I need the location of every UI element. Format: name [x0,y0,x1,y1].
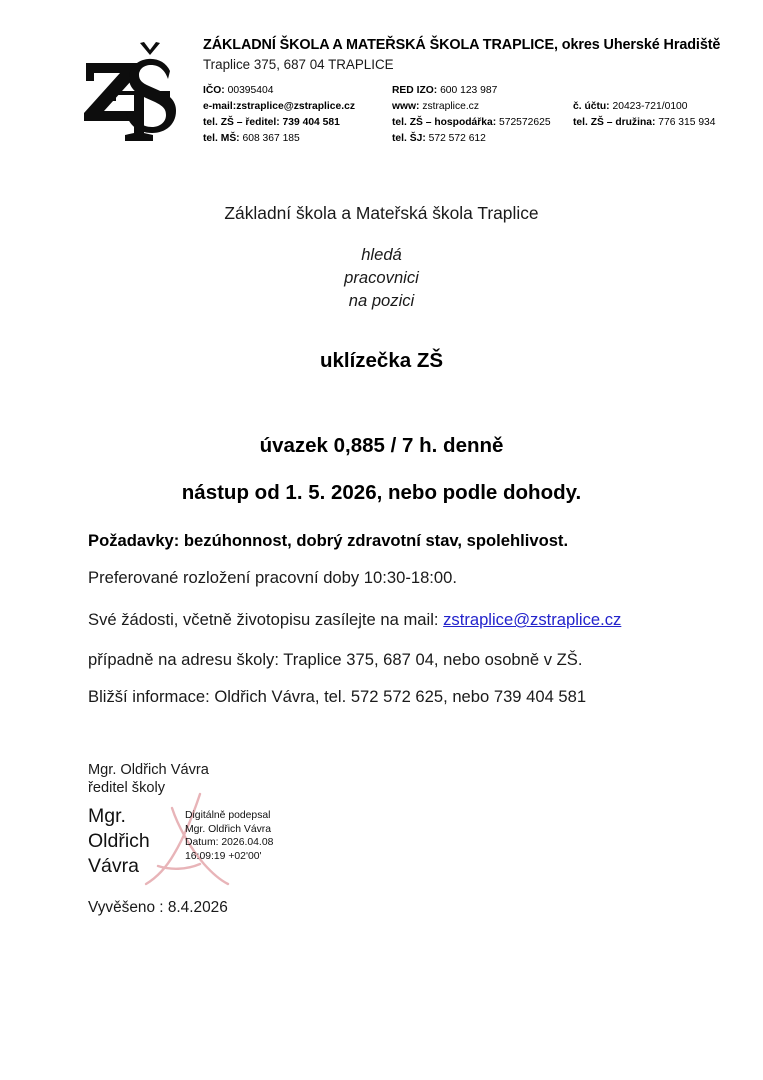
signature-detail-line-4: 16:09:19 +02'00' [185,851,262,863]
letterhead [0,0,763,170]
contact-info-paragraph: Bližší informace: Oldřich Vávra, tel. 572 572 625, nebo 739 404 581 [88,687,587,706]
email-link[interactable]: zstraplice@zstraplice.cz [443,610,622,629]
contact-row [203,131,355,147]
contact-row [203,83,355,99]
signature-name-line-1: Mgr. [88,805,126,827]
signer-role: ředitel školy [88,780,166,796]
signer-block [88,761,209,797]
contact-value: 572 572 612 [425,133,486,144]
contact-row [392,115,551,131]
signature-detail-line-1: Digitálně podepsal [185,810,271,821]
posted-date: Vyvěšeno : 8.4.2026 [88,899,228,916]
working-hours-paragraph: Preferované rozložení pracovní doby 10:30-18:00. [88,568,457,587]
application-paragraph [88,610,708,630]
contact-label: RED IZO: [392,85,438,96]
signature-name-line-2: Oldřich [88,830,150,852]
contact-label: tel. ZŠ – hospodářka: [392,117,497,128]
application-text: Své žádosti, včetně životopisu zasílejte na mail: [88,610,444,629]
contact-value: 00395404 [224,85,274,96]
start-date-line: nástup od 1. 5. 2026, nebo podle dohody. [181,481,582,504]
letterhead-address: Traplice 375, 687 04 TRAPLICE [203,57,394,72]
contact-label: IČO: [203,85,225,96]
address-paragraph: případně na adresu školy: Traplice 375, 687 04, nebo osobně v ZŠ. [88,650,583,669]
school-name-heading: Základní škola a Mateřská škola Traplice [224,203,539,223]
contact-value: 600 123 987 [437,85,498,96]
seeking-line-1: hledá [361,245,402,264]
contact-row [203,99,355,115]
contact-label: tel. ZŠ – ředitel: [203,117,280,128]
signature-detail-line-3: Datum: 2026.04.08 [185,837,274,849]
contact-row [573,115,716,131]
contact-label: tel. MŠ: [203,133,240,144]
contact-value: 608 367 185 [239,133,300,144]
contact-row [392,99,551,115]
signature-detail-line-2: Mgr. Oldřich Vávra [185,823,272,835]
letterhead-title: ZÁKLADNÍ ŠKOLA A MATEŘSKÁ ŠKOLA TRAPLICE, okres Uherské Hradiště [203,37,721,53]
signature-details [185,809,315,864]
contact-value: 572572625 [496,117,551,128]
seeking-line-3: na pozici [348,291,415,310]
contact-row [392,83,551,99]
contact-column-3 [573,99,716,131]
contact-label: č. účtu: [573,101,610,112]
contact-value: 20423-721/0100 [609,101,688,112]
contact-label: e-mail:zstraplice@zstraplice.cz [203,101,355,112]
signature-visible-name [88,804,184,879]
letterhead-contact-grid [0,83,763,155]
signer-name: Mgr. Oldřich Vávra [88,762,209,778]
contact-row [392,131,551,147]
contact-value: 739 404 581 [279,117,340,128]
contact-label: www: [392,101,420,112]
contact-value: 776 315 934 [655,117,716,128]
contact-value: zstraplice.cz [419,101,479,112]
seeking-line-2: pracovnici [344,268,419,287]
contact-label: tel. ZŠ – družina: [573,117,656,128]
digital-signature-stamp [88,800,308,890]
signature-name-line-3: Vávra [88,855,139,877]
contact-label: tel. ŠJ: [392,133,426,144]
contact-column-1 [203,83,355,147]
contact-column-2 [392,83,551,147]
position-title: uklízečka ZŠ [319,349,444,372]
workload-line: úvazek 0,885 / 7 h. denně [259,434,504,457]
seeking-block [0,243,763,312]
contact-row [573,99,716,115]
contact-row [203,115,355,131]
requirements-paragraph: Požadavky: bezúhonnost, dobrý zdravotní stav, spolehlivost. [88,531,569,550]
